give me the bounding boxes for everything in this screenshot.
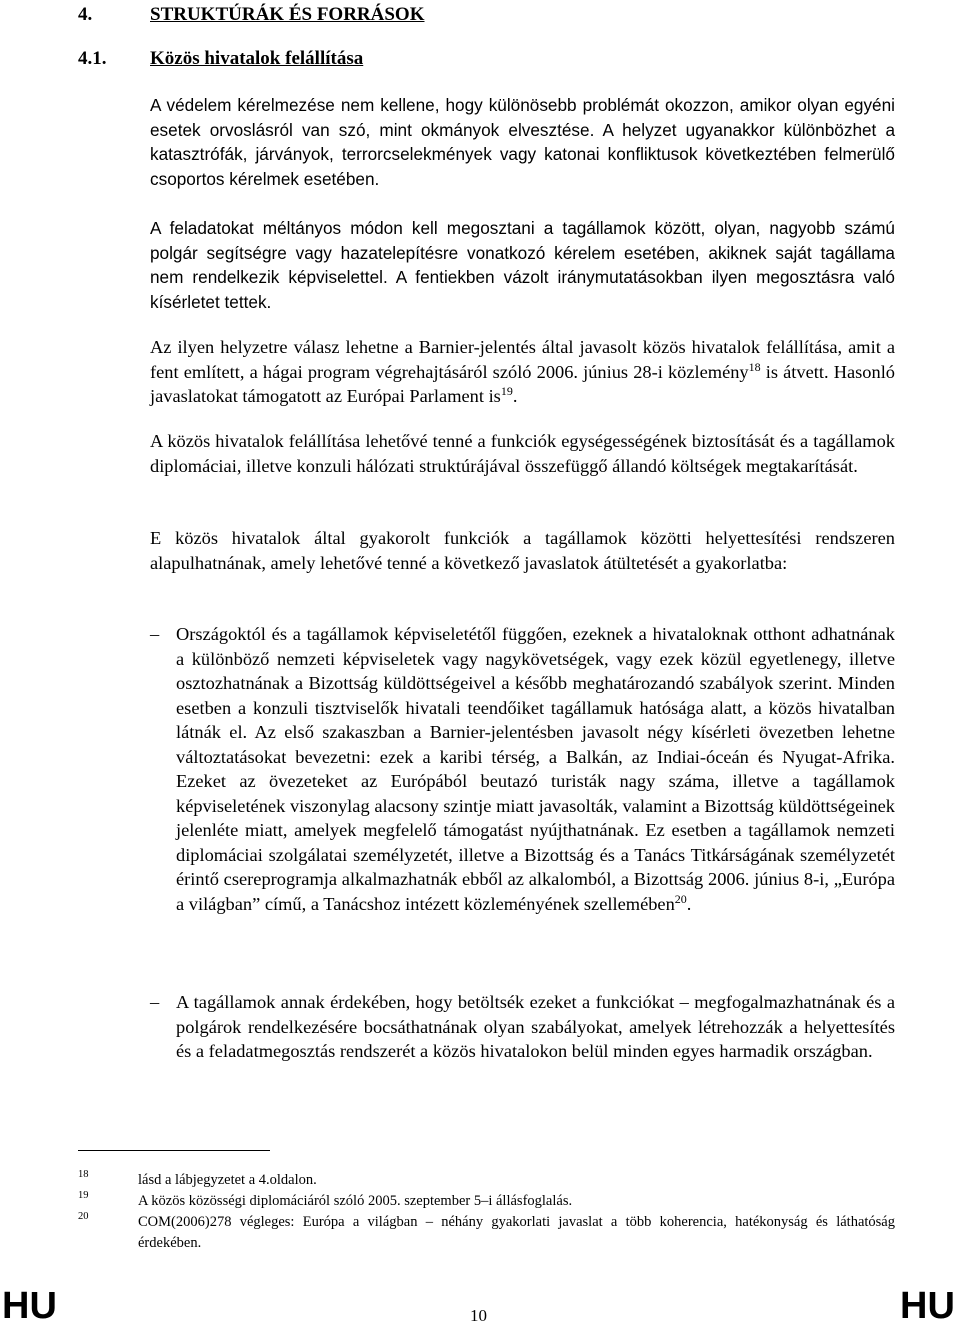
bullet-text-1 <box>176 622 895 916</box>
page-number: 10 <box>470 1306 487 1325</box>
paragraph-3-text-d: . <box>512 386 518 406</box>
footnote-number: 18 <box>78 1169 89 1180</box>
bullet-dash: – <box>150 624 160 644</box>
footnote-number: 20 <box>78 1211 89 1222</box>
footnote-number: 19 <box>78 1190 89 1201</box>
footnote-separator <box>78 1150 270 1151</box>
paragraph-4: A közös hivatalok felállítása lehetővé tenné a funkciók egységességének biztosítását és a tagállamok diplomáciai, illetve konzuli hálózati struktúrájával összefüggő állandó költségek megtakarítását. <box>150 431 895 476</box>
footnote-text: COM(2006)278 végleges: Európa a világban – néhány gyakorlati javaslat a több koherencia, hatékonyság és láthatóság érdekében. <box>138 1214 895 1251</box>
footnote-text: A közös közösségi diplomáciáról szóló 2005. szeptember 5–i állásfoglalás. <box>138 1193 573 1209</box>
section-title: STRUKTÚRÁK ÉS FORRÁSOK <box>150 4 425 25</box>
paragraph-3 <box>150 335 895 409</box>
footnote-ref-18: 18 <box>748 359 761 374</box>
language-code-right: HU <box>900 1285 955 1327</box>
footnote-ref-20: 20 <box>674 891 687 906</box>
bullet-text-2: A tagállamok annak érdekében, hogy betöltsék ezeket a funkciókat – megfogalmazhatnának és a polgárok rendelkezésére bocsáthatnának olyan szabályokat, amelyek létrehozzák a helyettesítés és a feladatmegosztás rendszerét a közös hivatalokon belül minden egyes harmadik országban. <box>176 992 895 1061</box>
paragraph-3-text-c: . Hasonló javaslatokat támogatott az Európai Parlament is <box>150 361 895 406</box>
paragraph-3-text-b: is átvett <box>760 361 824 382</box>
bullet-dash: – <box>150 992 160 1012</box>
footnote-text: lásd a lábjegyzetet a 4.oldalon. <box>138 1172 317 1188</box>
paragraph-1: A védelem kérelmezése nem kellene, hogy különösebb problémát okozzon, amikor olyan egyéni esetek orvoslásról van szó, mint okmányok elvesztése. A helyzet ugyanakkor különbözhet a katasztrófák, járványok, terrorcselekmények vagy katonai konfliktusok következtében felmerülő csoportos kérelmek esetében. <box>150 95 895 189</box>
bullet-text-1-end: . <box>686 893 692 914</box>
paragraph-5: E közös hivatalok által gyakorolt funkciók a tagállamok közötti helyettesítési rendszeren alapulhatnának, amely lehetővé tenné a következő javaslatok átültetését a gyakorlatba: <box>150 528 895 573</box>
subsection-number: 4.1. <box>78 48 107 69</box>
subsection-title: Közös hivatalok felállítása <box>150 48 364 69</box>
section-number: 4. <box>78 4 93 25</box>
paragraph-3-text-a: Az ilyen helyzetre válasz lehetne a Barnier-jelentés által javasolt közös hivatalok felállítása, amit a fent említett, a hágai program végrehajtásáról szóló 2006. június 28-i közlemény <box>150 337 895 382</box>
language-code-left: HU <box>2 1285 57 1327</box>
footnote-ref-19: 19 <box>500 384 513 398</box>
paragraph-2: A feladatokat méltányos módon kell megosztani a tagállamok között, olyan, nagyobb számú polgár segítségre vagy hazatelepítésre vonatkozó kérelem esetében, akiknek saját tagállama nem rendelkezik képviselettel. A fentiekben vázolt iránymutatásokban ilyen megosztásra való kísérletet tettek. <box>150 218 895 312</box>
bullet-text-1-body: Országoktól és a tagállamok képviseletétől függően, ezeknek a hivataloknak otthont adhatnának a különböző nemzeti képviseletek vagy nagykövetségek, vagy ezek közül egyetlenegy, illetve osztozhatnának a Bizottság küldöttségeivel a később meghatározandó szabályok szerint. Minden esetben a konzuli tisztviselők hivatali teendőiket tagállamuk hatósága alatt, a közös hivatalban látnák el. Az első szakaszban a Barnier-jelentésben javasolt négy kísérleti övezetben lehetne változtatásokat bevezetni: ezek a karibi térség, a Balkán, az Indiai-óceán és Nyugat-Afrika. Ezeket az övezeteket az Európából beutazó turisták nagy száma, illetve a tagállamok képviseletének viszonylag alacsony szintje miatt javasolták, valamint a Bizottság küldöttségeinek jelenléte miatt, amelyek megfelelő támogatást nyújthatnának. Ez esetben a tagállamok nemzeti diplomáciai szolgálatai személyzetét, illetve a Bizottság és a Tanács Titkárságának személyzetét érintő csereprogramja alkalmazhatnák ebből az alkalomból, a Bizottság 2006. június 8-i, „Európa a világban” című, a Tanácshoz intézett közleményének szellemében <box>176 624 895 914</box>
